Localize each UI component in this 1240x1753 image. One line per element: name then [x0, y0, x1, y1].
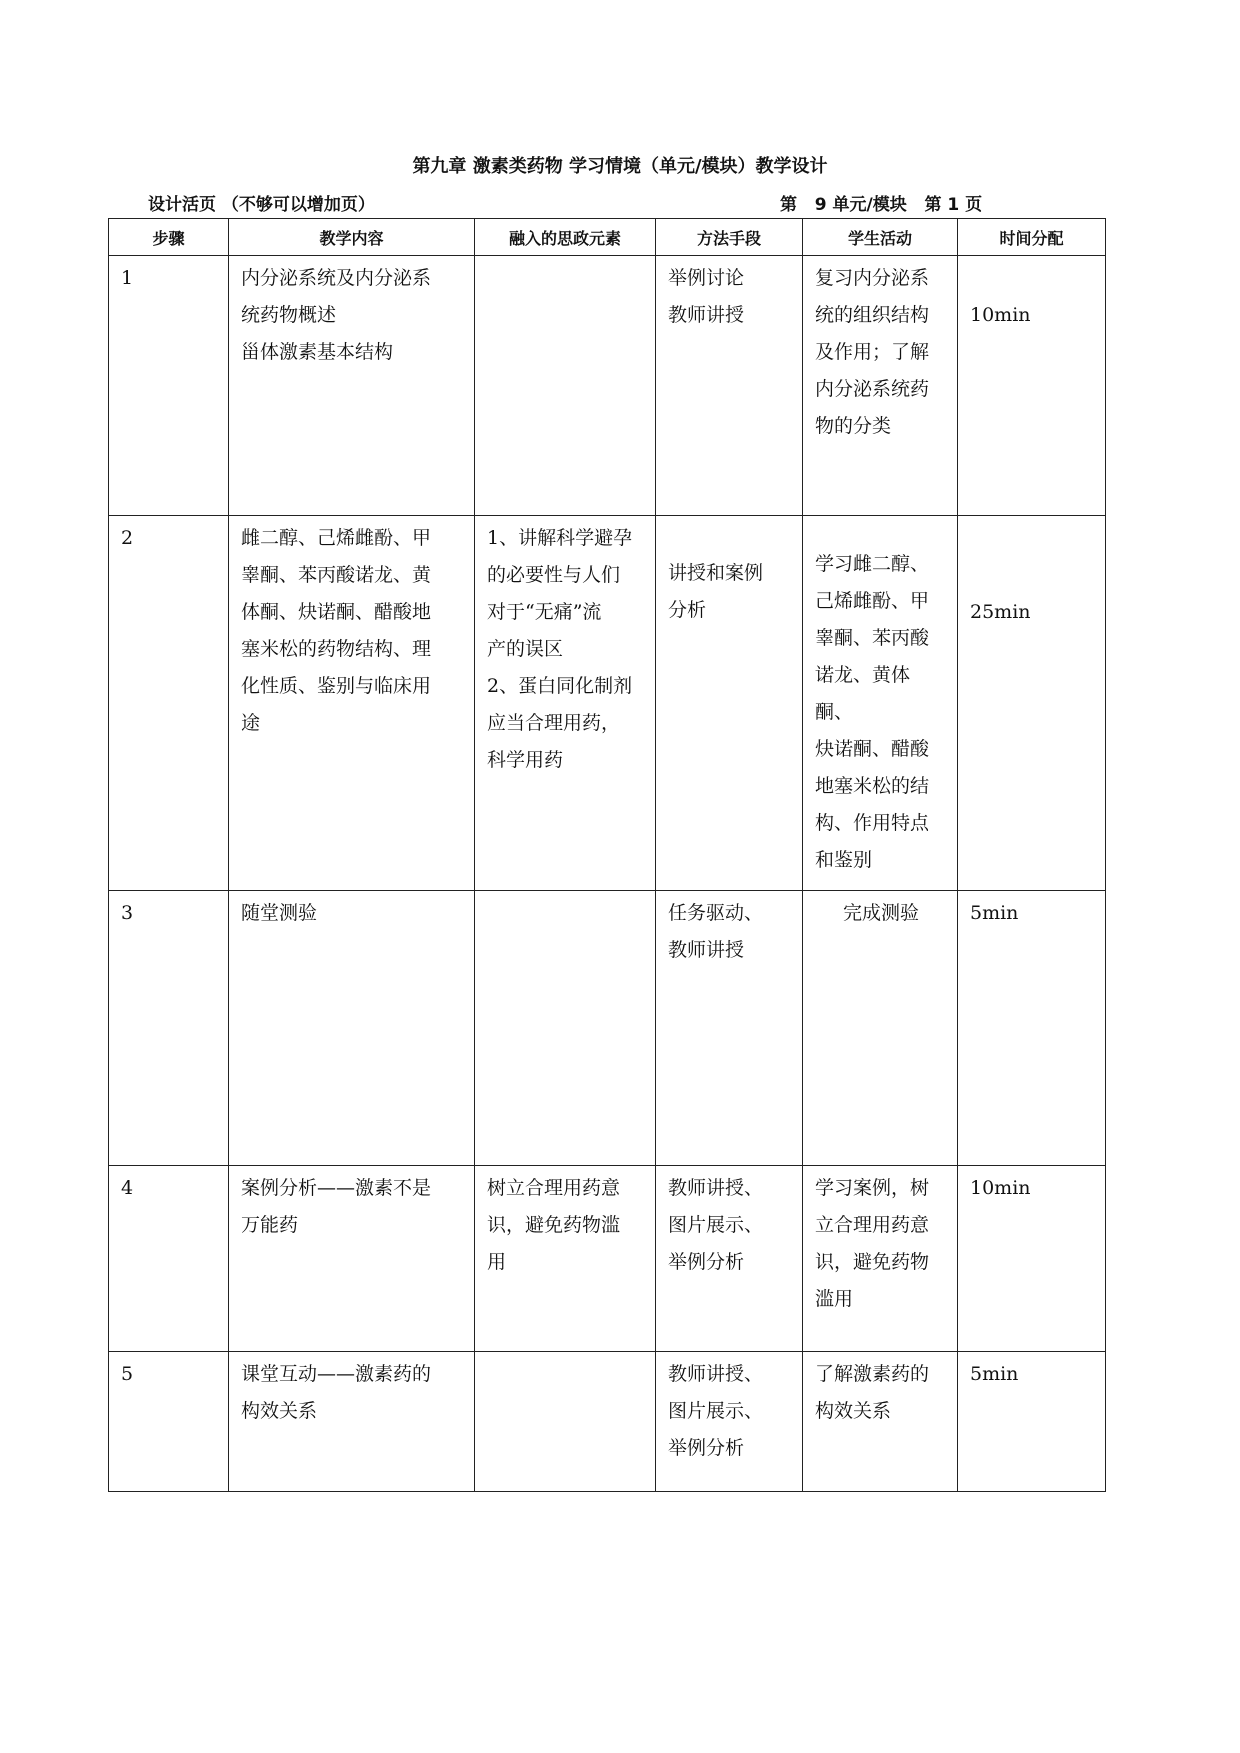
activity-cell: 完成测验 [803, 891, 958, 1166]
time-cell: 10min [958, 256, 1106, 516]
ideology-cell: 1、讲解科学避孕 的必要性与人们 对于“无痛”流 产的误区 2、蛋白同化制剂 应当合理用药， 科学用药 [475, 516, 656, 891]
step-cell: 2 [109, 516, 229, 891]
content-cell: 内分泌系统及内分泌系 统药物概述 甾体激素基本结构 [229, 256, 475, 516]
activity-cell: 学习案例，树 立合理用药意 识，避免药物 滥用 [803, 1166, 958, 1352]
table-row [109, 516, 1106, 891]
table-row [109, 256, 1106, 516]
step-cell: 5 [109, 1352, 229, 1492]
content-cell: 雌二醇、己烯雌酚、甲 睾酮、苯丙酸诺龙、黄 体酮、炔诺酮、醋酸地 塞米松的药物结构、理 化性质、鉴别与临床用 途 [229, 516, 475, 891]
ideology-cell [475, 1352, 656, 1492]
activity-cell: 复习内分泌系 统的组织结构 及作用；了解 内分泌系统药 物的分类 [803, 256, 958, 516]
column-header-step: 步骤 [109, 219, 229, 256]
column-header-time: 时间分配 [958, 219, 1106, 256]
activity-cell: 学习雌二醇、 己烯雌酚、甲 睾酮、苯丙酸 诺龙、黄体酮、 炔诺酮、醋酸 地塞米松的结 构、作用特点 和鉴别 [803, 516, 958, 891]
ideology-cell: 树立合理用药意 识，避免药物滥 用 [475, 1166, 656, 1352]
table-header-row [109, 219, 1106, 256]
column-header-activity: 学生活动 [803, 219, 958, 256]
design-sheet-label: 设计活页 （不够可以增加页） [148, 195, 375, 215]
method-cell: 教师讲授、 图片展示、 举例分析 [656, 1166, 803, 1352]
method-cell: 教师讲授、 图片展示、 举例分析 [656, 1352, 803, 1492]
activity-cell: 了解激素药的 构效关系 [803, 1352, 958, 1492]
table-row [109, 1166, 1106, 1352]
method-cell: 举例讨论 教师讲授 [656, 256, 803, 516]
teaching-plan-table [108, 218, 1106, 1492]
table-row [109, 891, 1106, 1166]
page-title: 第九章 激素类药物 学习情境（单元/模块）教学设计 [412, 156, 828, 177]
step-cell: 3 [109, 891, 229, 1166]
unit-page-label: 第 9 单元/模块 第 1 页 [780, 195, 983, 215]
ideology-cell [475, 891, 656, 1166]
column-header-ideology: 融入的思政元素 [475, 219, 656, 256]
column-header-method: 方法手段 [656, 219, 803, 256]
table-row [109, 1352, 1106, 1492]
method-cell: 任务驱动、 教师讲授 [656, 891, 803, 1166]
content-cell: 案例分析——激素不是 万能药 [229, 1166, 475, 1352]
time-cell: 5min [958, 891, 1106, 1166]
method-cell: 讲授和案例 分析 [656, 516, 803, 891]
content-cell: 随堂测验 [229, 891, 475, 1166]
time-cell: 10min [958, 1166, 1106, 1352]
time-cell: 25min [958, 516, 1106, 891]
ideology-cell [475, 256, 656, 516]
step-cell: 1 [109, 256, 229, 516]
content-cell: 课堂互动——激素药的 构效关系 [229, 1352, 475, 1492]
step-cell: 4 [109, 1166, 229, 1352]
column-header-content: 教学内容 [229, 219, 475, 256]
time-cell: 5min [958, 1352, 1106, 1492]
